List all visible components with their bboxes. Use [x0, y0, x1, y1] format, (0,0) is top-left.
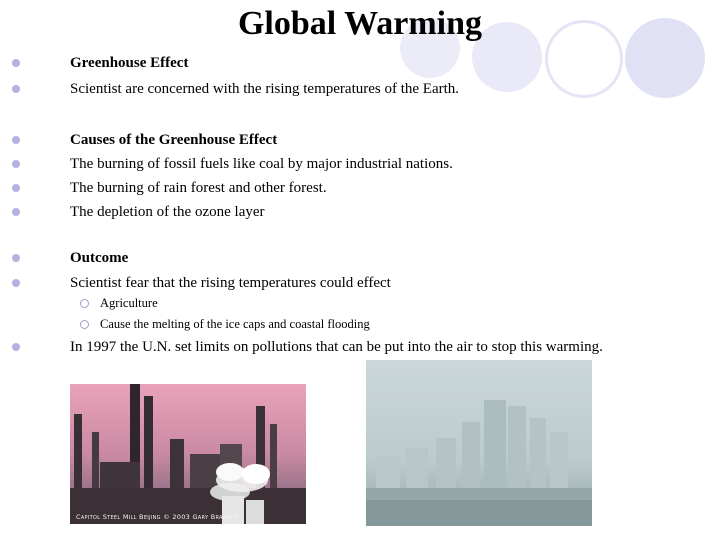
bullet-dot — [12, 254, 20, 262]
bullet-greenhouse-effect — [12, 52, 188, 74]
bullet-cause-2 — [12, 177, 327, 199]
bullet-scientists-concerned — [12, 78, 459, 100]
bullet-cause-1 — [12, 153, 453, 175]
bullet-text: Scientist are concerned with the rising temperatures of the Earth. — [70, 80, 460, 97]
bullet-un-limits — [12, 336, 603, 358]
bullet-dot — [12, 59, 20, 67]
bullet-text: Scientist fear that the rising temperatures could effect — [70, 274, 391, 291]
bullet-text: Greenhouse Effect — [70, 54, 189, 71]
bullet-outcome-heading — [12, 247, 128, 269]
sub-bullet-text: Cause the melting of the ice caps and coastal flooding — [100, 316, 370, 331]
bullet-causes-heading — [12, 129, 277, 151]
bullet-dot — [12, 279, 20, 287]
bullet-text: The burning of fossil fuels like coal by major industrial nations. — [70, 155, 453, 172]
section-heading: Outcome — [70, 249, 129, 266]
sub-bullet-circle — [80, 299, 89, 308]
bullet-dot — [12, 184, 20, 192]
steel-mill-illustration — [70, 384, 306, 524]
bullet-dot — [12, 136, 20, 144]
smog-city-illustration — [366, 360, 592, 526]
sub-bullet-text: Agriculture — [100, 295, 158, 310]
bullet-dot — [12, 343, 20, 351]
bullet-text: The burning of rain forest and other forest. — [70, 179, 327, 196]
bullet-cause-3 — [12, 201, 265, 223]
photo-caption: Capitol Steel Mill Beijing © 2003 Gary Braasch — [76, 513, 238, 521]
section-heading: Causes of the Greenhouse Effect — [70, 131, 278, 148]
smog-city-photo — [366, 360, 592, 526]
bullet-dot — [12, 85, 20, 93]
bullet-text: In 1997 the U.N. set limits on pollutions that can be put into the air to stop this warming. — [70, 338, 603, 355]
sub-bullet-agriculture — [80, 294, 158, 312]
steel-mill-photo — [70, 384, 306, 524]
sub-bullet-circle — [80, 320, 89, 329]
sub-bullet-ice-caps — [80, 315, 370, 333]
bullet-outcome-text — [12, 272, 391, 294]
bullet-dot — [12, 160, 20, 168]
slide-title: Global Warming — [237, 5, 483, 42]
bullet-text: The depletion of the ozone layer — [70, 203, 265, 220]
bullet-dot — [12, 208, 20, 216]
